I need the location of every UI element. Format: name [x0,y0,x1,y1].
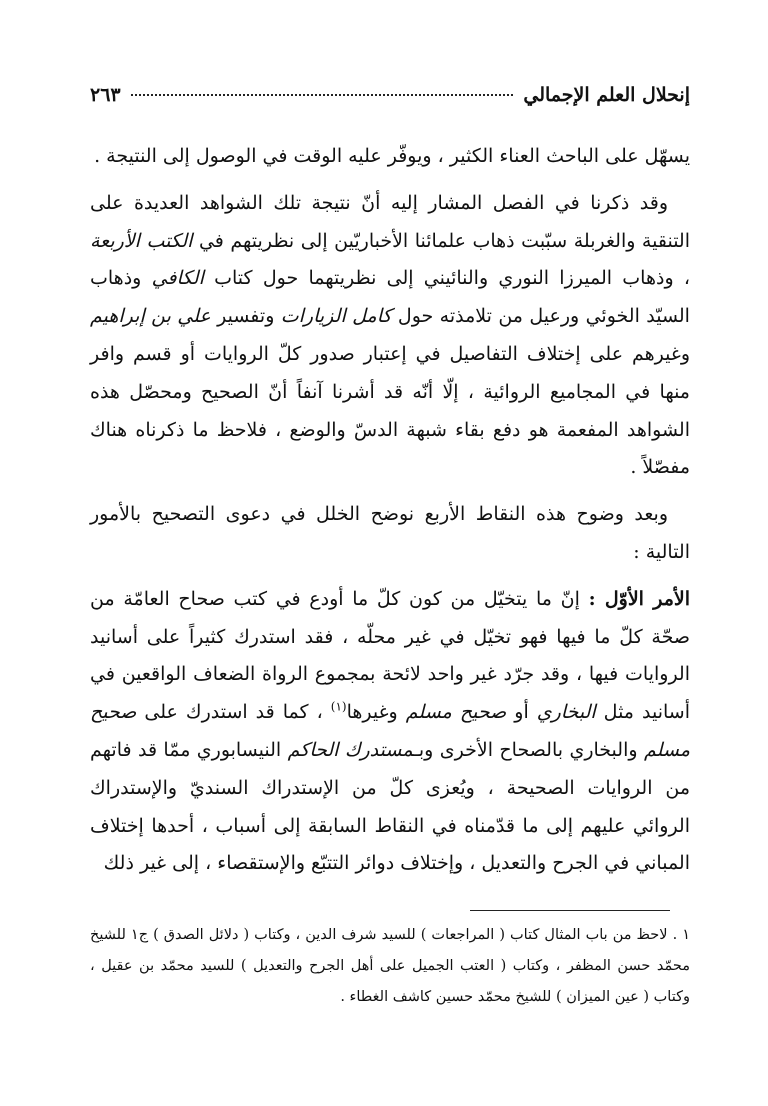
paragraph-4-text: وغيرها [346,701,406,724]
paragraph-4-text: والبخاري بالصحاح الأخرى وبـ [413,738,644,761]
header-dot-leader [131,94,514,96]
section-lead: الأمر الأوّل : [588,587,690,610]
main-text [90,138,690,883]
footnotes [90,920,690,1013]
paragraph-3: وبعد وضوح هذه النقاط الأربع نوضح الخلل في دعوى التصحيح بالأمور التالية : [90,503,690,563]
paragraph-2-text: وتفسير [210,305,281,328]
footnote-separator [470,910,670,911]
footnote-1 [90,920,690,1013]
paragraph-4-text: النيسابوري ممّا قد فاتهم من الروايات الصحيحة ، ويُعزى كلّ من الإستدراك السنديّ والإستدراك الروائي عليهم إلى ما قدّمناه في النقاط السابقة إلى أسباب ، أحدها إختلاف المباني في الجرح والتعديل ، وإختلاف دوائر التتبّع والإستقصاء ، إلى غير ذلك [90,738,690,875]
book-title: الكتب الأربعة [90,229,193,252]
footnote-marker: ١ . [672,927,691,943]
book-title: الكافي [151,267,204,290]
paragraph-4-text: إنّ ما يتخيّل من كون كلّ ما أودع في كتب صحاح العامّة من صحّة كلّ ما فيها فهو تخيّل في غير محلّه ، فقد استدرك كثيراً على أسانيد الروايات فيها ، وقد جرّد غير واحد لائحة بمجموع الرواة الضعاف الواقعين في أسانيد مثل [90,587,690,724]
book-title: صحيح مسلم [90,701,690,761]
footnote-text: لاحظ من باب المثال كتاب ( المراجعات ) للسيد شرف الدين ، وكتاب ( دلائل الصدق ) ج١ للشيخ محمّد حسن المظفر ، وكتاب ( العتب الجميل على أهل الجرح والتعديل ) للسيد محمّد بن عقيل ، وكتاب ( عين الميزان ) للشيخ محمّد حسين كاشف الغطاء . [90,927,690,1005]
paragraph-2-text: ، وذهاب الميرزا النوري والنائيني إلى نظريتهما حول كتاب [203,267,690,290]
paragraph-1: يسهّل على الباحث العناء الكثير ، ويوفّر عليه الوقت في الوصول إلى النتيجة . [94,145,690,167]
paragraph-2-text: وغيرهم على إختلاف التفاصيل في إعتبار صدور كلّ الروايات أو قسم وافر منها في المجاميع الروائية ، إلّا أنّه قد أشرنا آنفاً أنّ الصحيح ومحصّل هذه الشواهد المفعمة هو دفع بقاء شبهة الدسّ والوضع ، فلاحظ ما ذكرناه هناك مفصّلاً . [90,342,690,479]
paragraph-2 [90,185,690,487]
book-title: مستدرك الحاكم [287,738,414,761]
paragraph-2-text: وقد ذكرنا في الفصل المشار إليه أنّ نتيجة تلك الشواهد العديدة على التنقية والغربلة سبّبت ذهاب علمائنا الأخباريّين إلى نظريتهم في [90,191,691,252]
paragraph-4-text: ، كما قد استدرك على [136,701,331,724]
page-number: ٢٦٣ [90,84,121,106]
paragraph-2-text: وذهاب السيّد الخوئي ورعيل من تلامذته حول [90,267,690,328]
paragraph-4 [90,581,690,883]
chapter-title: إنحلال العلم الإجمالي [523,84,690,106]
paragraph-4-text: أو [506,701,537,724]
book-title: صحيح مسلم [405,701,507,724]
running-header [90,84,690,118]
book-title: كامل الزيارات [280,305,392,328]
book-title: البخاري [536,701,596,724]
author-name: علي بن إبراهيم [90,305,211,328]
footnote-reference[interactable]: (١) [330,699,347,714]
